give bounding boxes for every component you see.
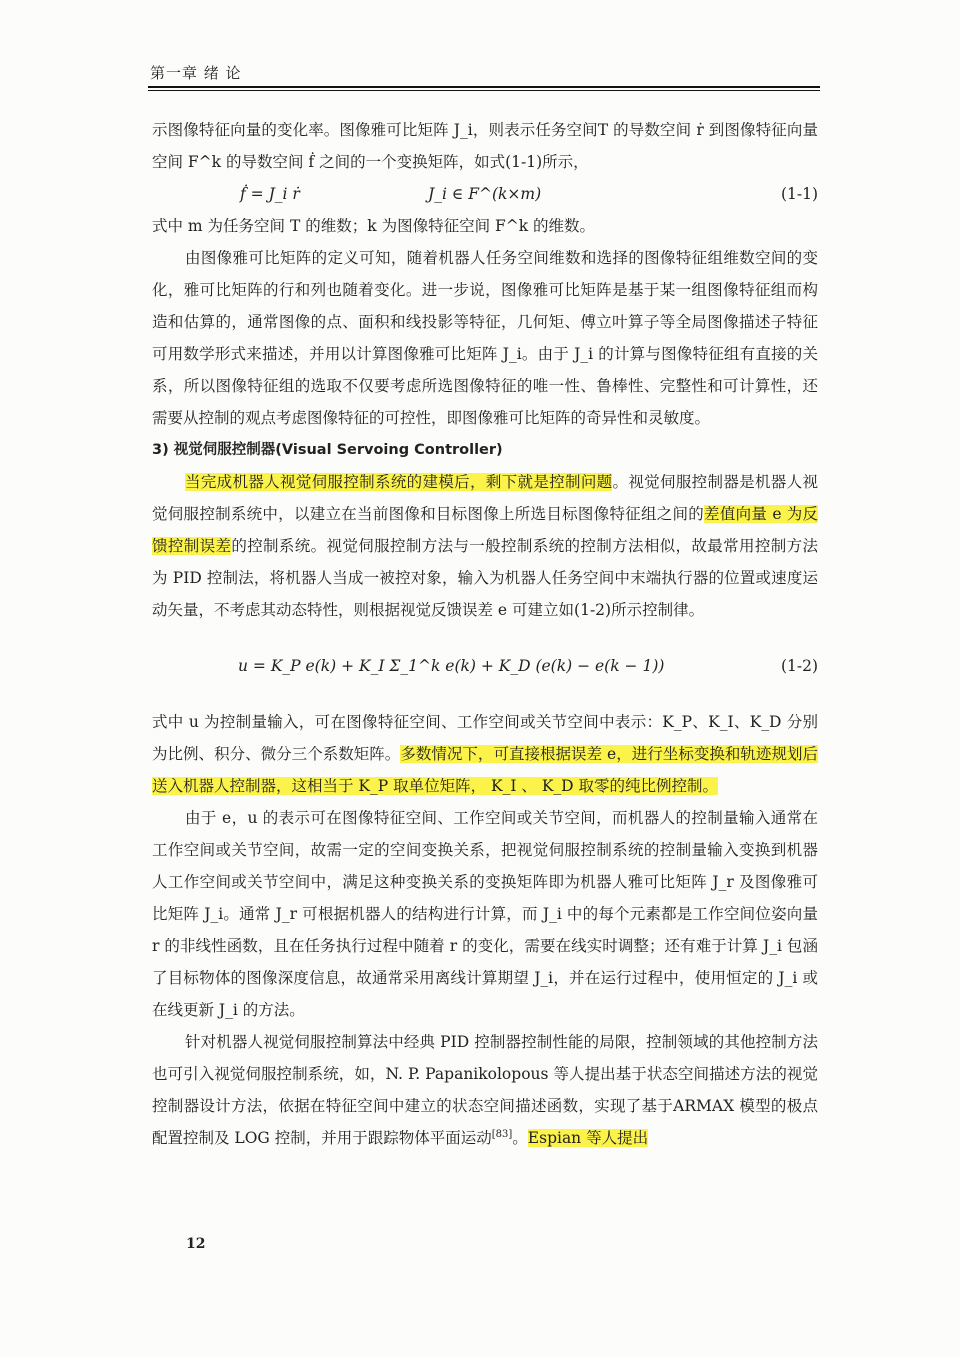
text-span: 。 — [512, 1129, 528, 1147]
header-rule-thin — [148, 90, 820, 91]
page-number: 12 — [186, 1236, 206, 1252]
paragraph-2: 式中 m 为任务空间 T 的维数；k 为图像特征空间 F^k 的维数。 — [152, 217, 596, 235]
citation-ref: [83] — [491, 1128, 513, 1140]
equation-1-1 — [152, 178, 818, 210]
paragraph-1: 示图像特征向量的变化率。图像雅可比矩阵 J_i，则表示任务空间T 的导数空间 ṙ 到图像特征向量空间 F^k 的导数空间 ḟ 之间的一个变换矩阵，如式(1-1)所示， — [152, 121, 818, 171]
section-heading: 3) 视觉伺服控制器(Visual Servoing Controller) — [152, 442, 503, 458]
highlight-span: 差值向量 e 为反馈控制误差 — [152, 505, 818, 555]
paragraph-3: 由图像雅可比矩阵的定义可知，随着机器人任务空间维数和选择的图像特征组维数空间的变化，雅可比矩阵的行和列也随着变化。进一步说，图像雅可比矩阵是基于某一组图像特征组而构造和估算的，通常图像的点、面积和线投影等特征，几何矩、傅立叶算子等全局图像描述子特征可用数学形式来描述，并用以计算图像雅可比矩阵 J_i。由于 J_i 的计算与图像特征组有直接的关系，所以图像特征组的选取不仅要考虑所选图像特征的唯一性、鲁棒性、完整性和可计算性，还需要从控制的观点考虑图像特征的可控性，即图像雅可比矩阵的奇异性和灵敏度。 — [152, 249, 818, 427]
equation-1-2-body: u = K_P e(k) + K_I Σ_1^k e(k) + K_D (e(k) − e(k − 1)) — [238, 657, 665, 675]
highlight-span: Espian 等人提出 — [527, 1129, 649, 1147]
body-text — [152, 114, 818, 1154]
equation-1-1-left: ḟ = J_i ṙ — [240, 185, 300, 203]
header-rule — [148, 86, 820, 88]
text-span: 针对机器人视觉伺服控制算法中经典 PID 控制器控制性能的局限，控制领域的其他控制方法也可引入视觉伺服控制系统，如，N. P. Papanikolopous 等人提出基于状态空间描述方法的视觉控制器设计方法，依据在特征空间中建立的状态空间描述函数，实现了基于ARMAX 模型的极点配置控制及 LOG 控制，并用于跟踪物体平面运动 — [152, 1033, 818, 1147]
equation-number: (1-2) — [780, 657, 818, 675]
equation-number: (1-1) — [780, 185, 818, 203]
equation-1-2 — [152, 636, 818, 694]
paragraph-7 — [152, 1026, 818, 1154]
paragraph-6: 由于 e，u 的表示可在图像特征空间、工作空间或关节空间，而机器人的控制量输入通常在工作空间或关节空间，故需一定的空间变换关系，把视觉伺服控制系统的控制量输入变换到机器人工作空间或关节空间中，满足这种变换关系的变换矩阵即为机器人雅可比矩阵 J_r 及图像雅可比矩阵 J_i。通常 J_r 可根据机器人的结构进行计算，而 J_i 中的每个元素都是工作空间位姿向量 r 的非线性函数，且在任务执行过程中随着 r 的变化，需要在线实时调整；还有难于计算 J_i 包涵了目标物体的图像深度信息，故通常采用离线计算期望 J_i，并在运行过程中，使用恒定的 J_i 或在线更新 J_i 的方法。 — [152, 809, 818, 1019]
highlight-span: 当完成机器人视觉伺服控制系统的建模后，剩下就是控制问题 — [185, 473, 613, 491]
paragraph-5 — [152, 706, 818, 802]
text-span: 式中 u 为控制量输入，可在图像特征空间、工作空间或关节空间中表示：K_P、K_I、K_D 分别为比例、积分、微分三个系数矩阵。 — [152, 713, 819, 763]
equation-1-1-domain: J_i ∈ F^(k×m) — [428, 185, 542, 203]
highlight-span: 多数情况下，可直接根据误差 e，进行坐标变换和轨迹规划后送入机器人控制器，这相当于 K_P 取单位矩阵， K_I 、 K_D 取零的纯比例控制。 — [152, 745, 818, 795]
running-header: 第一章 绪 论 — [150, 64, 242, 82]
text-span: 的控制系统。视觉伺服控制方法与一般控制系统的控制方法相似，故最常用控制方法为 PID 控制法，将机器人当成一被控对象，输入为机器人任务空间中末端执行器的位置或速度运动矢量，不考虑其动态特性，则根据视觉反馈误差 e 可建立如(1-2)所示控制律。 — [152, 537, 818, 619]
paragraph-4 — [152, 466, 818, 626]
text-span: 。视觉伺服控制器是机器人视觉伺服控制系统中，以建立在当前图像和目标图像上所选目标图像特征组之间的 — [152, 473, 818, 523]
